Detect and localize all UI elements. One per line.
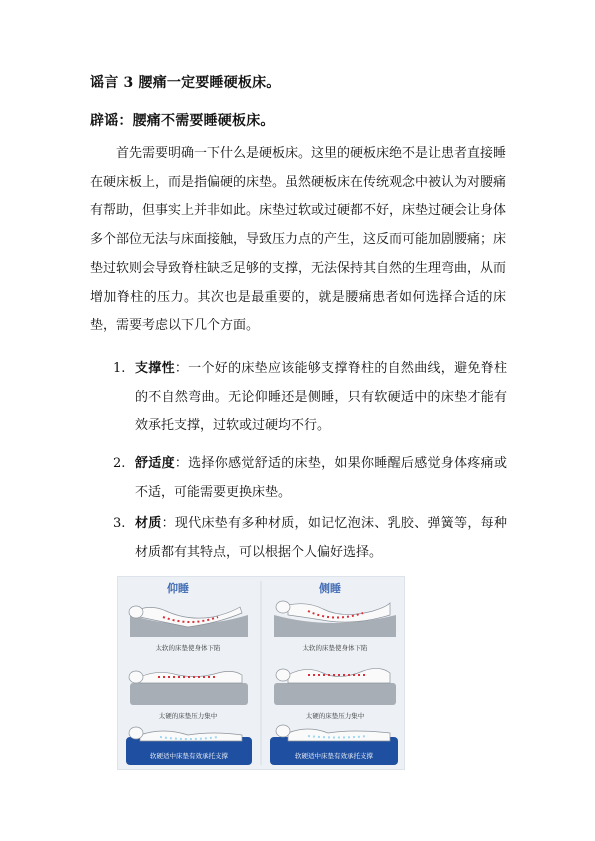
caption-supine-hard: 太硬的床垫压力集中 (158, 712, 218, 720)
list-label: 舒适度 (135, 456, 175, 471)
list-item (113, 355, 507, 441)
list-label: 支撑性 (135, 361, 175, 376)
list-text: ：选择你感觉舒适的床垫，如果你睡醒后感觉身体疼痛或不适，可能需要更换床垫。 (135, 456, 507, 500)
list-text: ：现代床垫有多种材质，如记忆泡沫、乳胶、弹簧等，每种材质都有其特点，可以根据个人偏好选择。 (135, 516, 507, 560)
caption-supine-right: 软硬适中床垫有效承托支撑 (150, 752, 228, 760)
caption-side-right: 软硬适中床垫有效承托支撑 (295, 752, 373, 760)
list-number: 2. (113, 456, 126, 471)
mattress-illustration-svg (118, 577, 404, 769)
list-item (113, 450, 507, 507)
title-side: 侧睡 (319, 582, 341, 595)
list-item (113, 510, 507, 567)
caption-side-soft: 太软的床垫使身体下陷 (302, 644, 368, 652)
mattress-illustration (117, 576, 405, 770)
caption-supine-soft: 太软的床垫使身体下陷 (155, 644, 221, 652)
caption-side-hard: 太硬的床垫压力集中 (305, 712, 365, 720)
list-number: 3. (113, 516, 126, 531)
list-text: ：一个好的床垫应该能够支撑脊柱的自然曲线，避免脊柱的不自然弯曲。无论仰睡还是侧睡，只有软硬适中的床垫才能有效承托支撑，过软或过硬均不行。 (135, 361, 507, 434)
list-label: 材质 (135, 516, 162, 531)
myth-heading: 谣言 3 腰痛一定要睡硬板床。 (90, 75, 281, 91)
rebuttal-heading: 辟谣：腰痛不需要睡硬板床。 (90, 113, 275, 129)
list-number: 1. (113, 361, 126, 376)
body-paragraph: 首先需要明确一下什么是硬板床。这里的硬板床绝不是让患者直接睡在硬床板上，而是指偏硬的床垫。虽然硬板床在传统观念中被认为对腰痛有帮助，但事实上并非如此。床垫过软或过硬都不好，床垫过硬会让身体多个部位无法与床面接触，导致压力点的产生，这反而可能加剧腰痛；床垫过软则会导致脊柱缺乏足够的支撑，无法保持其自然的生理弯曲，从而增加脊柱的压力。其次也是最重要的，就是腰痛患者如何选择合适的床垫，需要考虑以下几个方面。 (90, 146, 507, 334)
title-supine: 仰睡 (167, 582, 189, 595)
